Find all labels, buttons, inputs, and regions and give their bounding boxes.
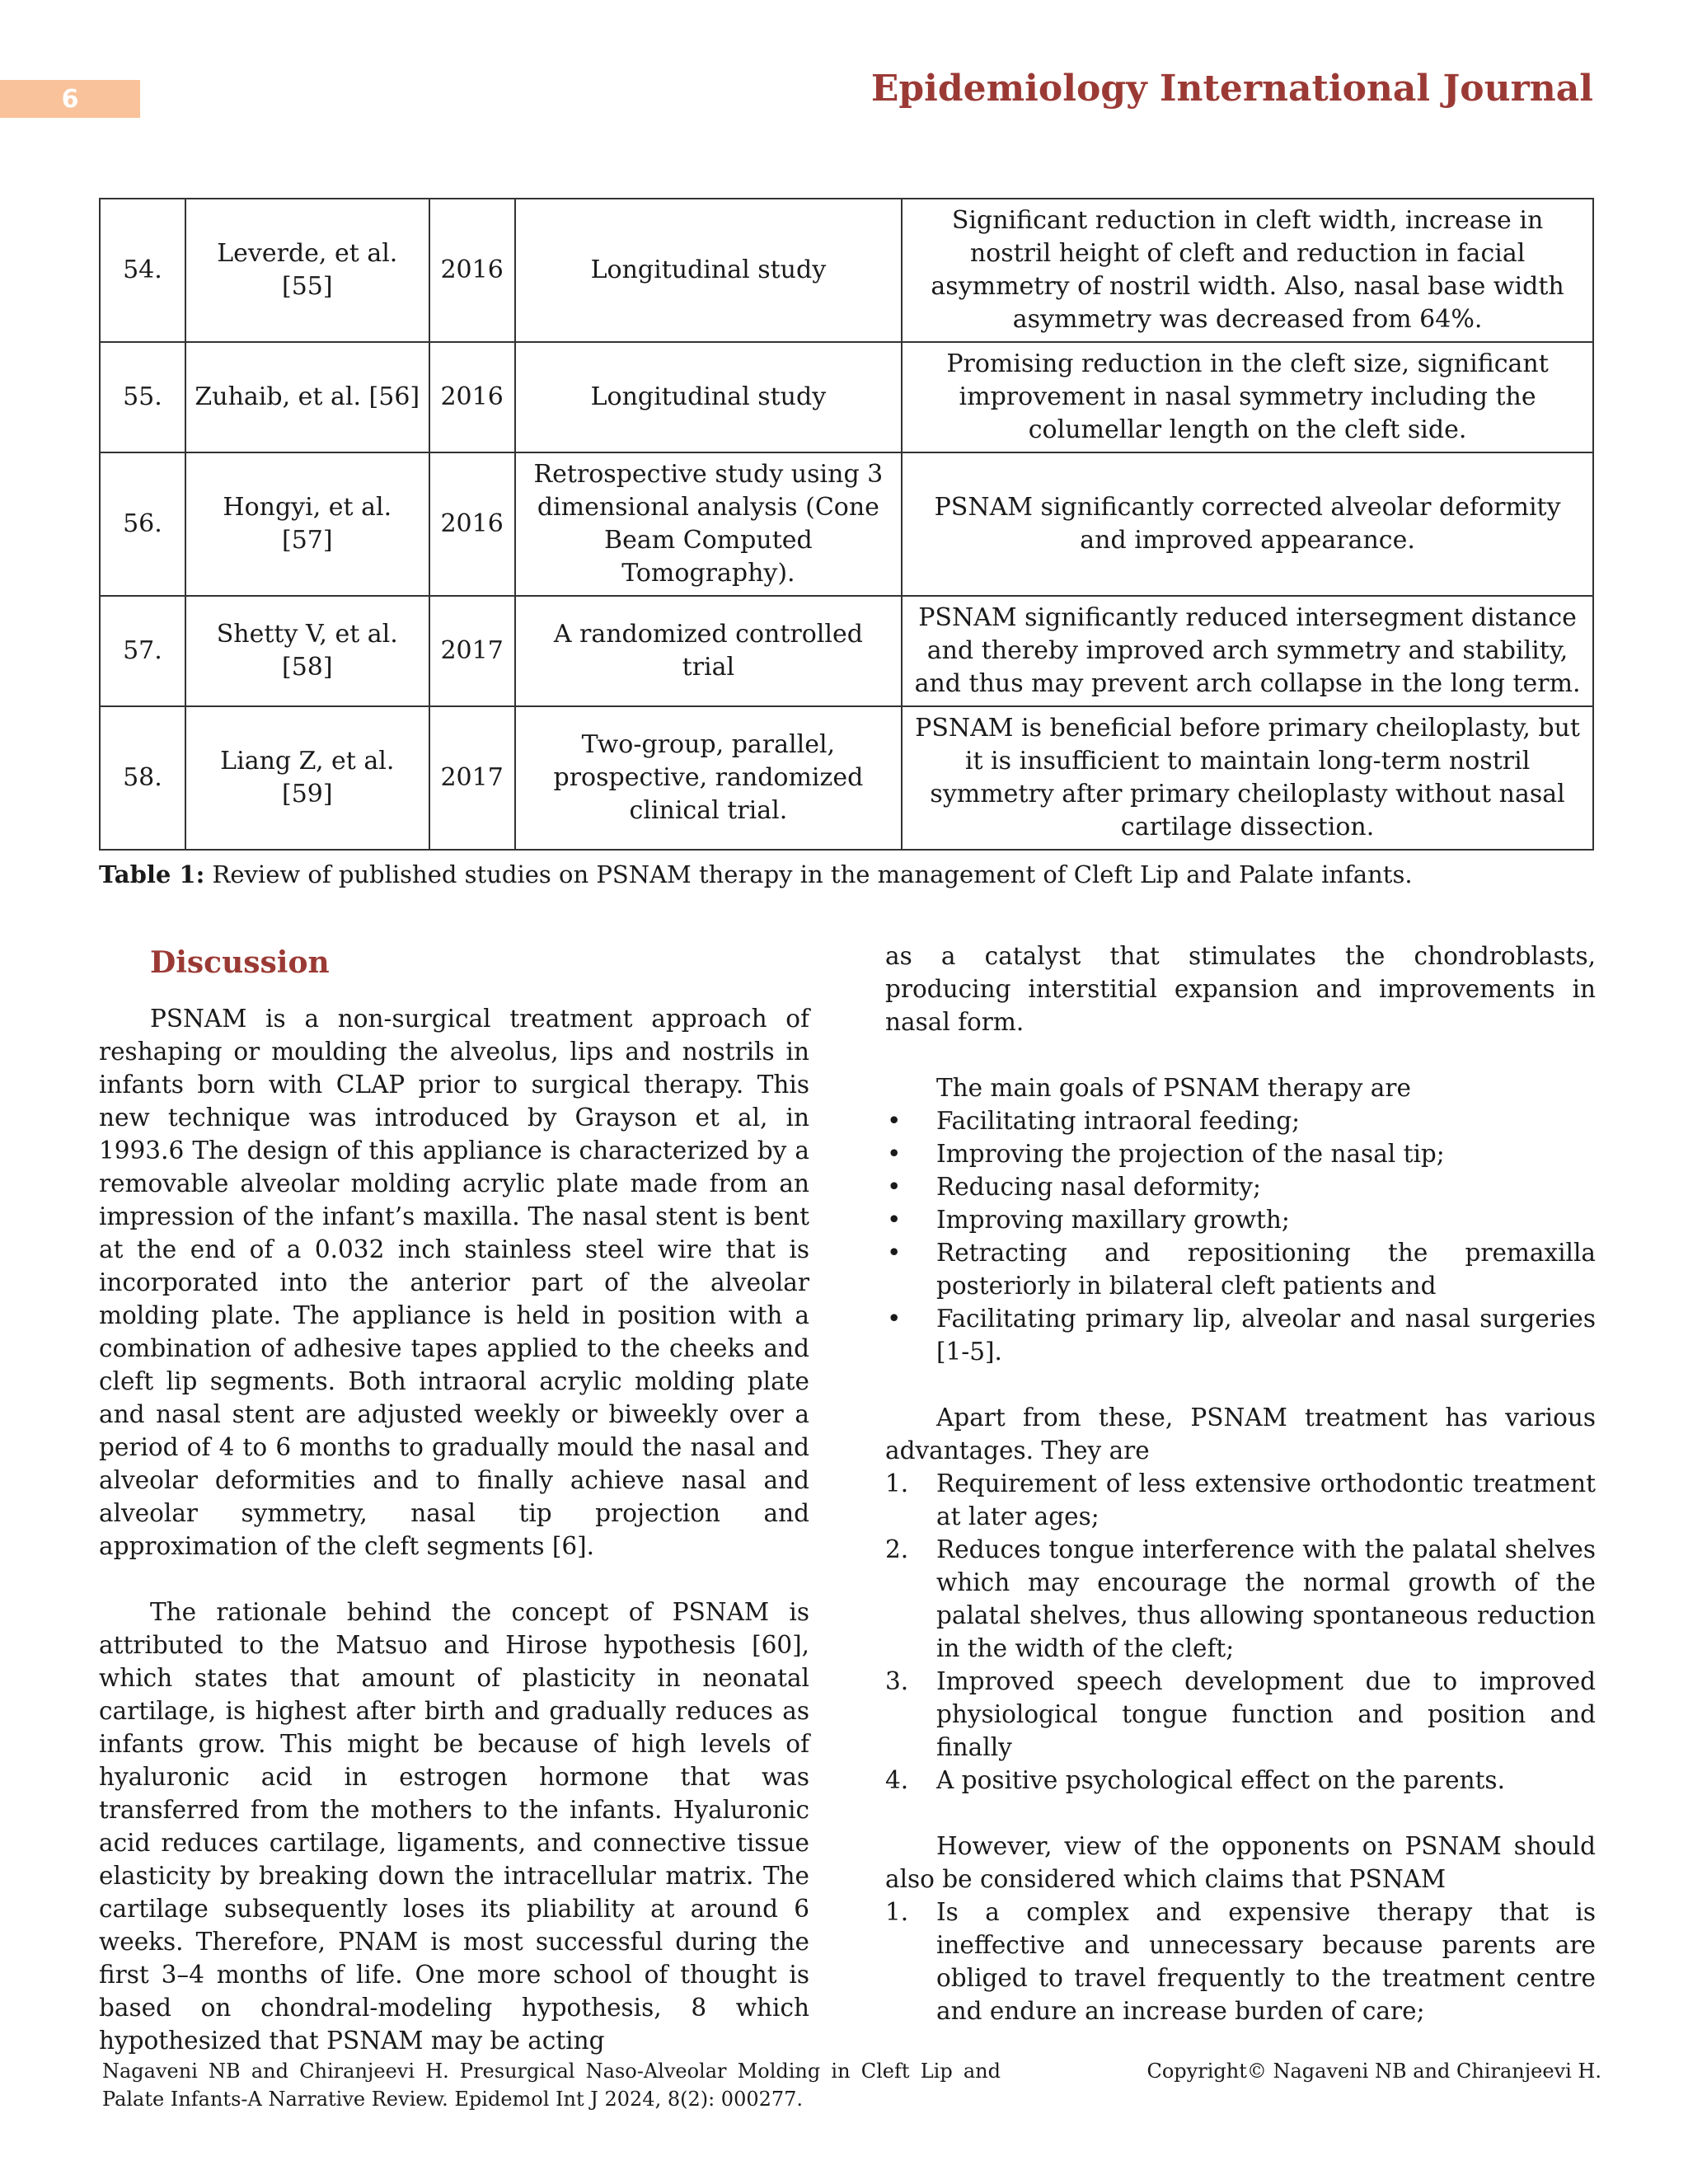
list-item: • Retracting and repositioning the premaxilla posteriorly in bilateral cleft patients and bbox=[885, 1236, 1596, 1302]
section-heading: Discussion bbox=[150, 945, 330, 980]
advantages-intro: Apart from these, PSNAM treatment has various advantages. They are bbox=[885, 1404, 1596, 1465]
footer-copyright: Copyright© Nagaveni NB and Chiranjeevi H. bbox=[1146, 2060, 1601, 2083]
footer-citation: Nagaveni NB and Chiranjeevi H. Presurgical Naso-Alveolar Molding in Cleft Lip and Palate Infants-A Narrative Review. Epidemol Int J 2024, 8(2): 000277. bbox=[102, 2060, 1001, 2111]
advantages-list bbox=[885, 1467, 1596, 1797]
row-outcome: Significant reduction in cleft width, increase in nostril height of cleft and reduction in facial asymmetry of nostril width. Also, nasal base width asymmetry was decreased from 64%. bbox=[902, 199, 1593, 342]
row-design: Longitudinal study bbox=[515, 199, 903, 342]
page-number: 6 bbox=[61, 84, 79, 114]
caption-text: Review of published studies on PSNAM therapy in the management of Cleft Lip and Palate infants. bbox=[204, 860, 1413, 888]
page-number-tab bbox=[0, 80, 140, 118]
paragraph: The rationale behind the concept of PSNAM is attributed to the Matsuo and Hirose hypothesis [60], which states that amount of plasticity in neonatal cartilage, is highest after birth and gradually reduces as infants grow. This might be because of high levels of hyaluronic acid in estrogen hormone that was transferred from the mothers to the infants. Hyaluronic acid reduces cartilage, ligaments, and connective tissue elasticity by breaking down the intracellular matrix. The cartilage subsequently loses its pliability at around 6 weeks. Therefore, PNAM is most successful during the first 3–4 months of life. One more school of thought is based on chondral-modeling hypothesis, 8 which hypothesized that PSNAM may be acting bbox=[99, 1598, 809, 2055]
caption-label: Table 1: bbox=[99, 860, 205, 888]
opponents-list bbox=[885, 1896, 1596, 2027]
list-item: • Facilitating intraoral feeding; bbox=[885, 1104, 1596, 1137]
goals-list bbox=[885, 1104, 1596, 1368]
list-item bbox=[885, 1764, 1596, 1797]
left-column bbox=[99, 940, 809, 2090]
goals-intro: The main goals of PSNAM therapy are bbox=[936, 1074, 1411, 1102]
list-text: A positive psychological effect on the parents. bbox=[936, 1766, 1505, 1794]
list-number: 3. bbox=[885, 1667, 909, 1695]
list-text: Reduces tongue interference with the palatal shelves which may encourage the normal growth of the palatal shelves, thus allowing spontaneous reduction in the width of the cleft; bbox=[936, 1535, 1596, 1662]
row-design: Longitudinal study bbox=[515, 342, 903, 452]
paragraph-continuation: as a catalyst that stimulates the chondroblasts, producing interstitial expansion and improvements in nasal form. bbox=[885, 942, 1596, 1036]
row-number: 54. bbox=[100, 199, 185, 342]
list-text: Improved speech development due to improved physiological tongue function and position and finally bbox=[936, 1667, 1596, 1761]
journal-title: Epidemiology International Journal bbox=[870, 68, 1593, 110]
row-design: Retrospective study using 3 dimensional analysis (Cone Beam Computed Tomography). bbox=[515, 452, 903, 596]
table-row bbox=[100, 342, 1593, 452]
table-row bbox=[100, 199, 1593, 342]
row-author: Hongyi, et al. [57] bbox=[185, 452, 429, 596]
row-year: 2017 bbox=[429, 706, 515, 850]
row-outcome: PSNAM significantly reduced intersegment distance and thereby improved arch symmetry and stability, and thus may prevent arch collapse in the long term. bbox=[902, 596, 1593, 706]
row-year: 2016 bbox=[429, 199, 515, 342]
table-row bbox=[100, 452, 1593, 596]
row-year: 2016 bbox=[429, 452, 515, 596]
row-year: 2016 bbox=[429, 342, 515, 452]
row-design: A randomized controlled trial bbox=[515, 596, 903, 706]
row-author: Zuhaib, et al. [56] bbox=[185, 342, 429, 452]
list-item: • Facilitating primary lip, alveolar and nasal surgeries [1-5]. bbox=[885, 1302, 1596, 1368]
table-caption bbox=[99, 860, 1413, 888]
table-row bbox=[100, 596, 1593, 706]
opponents-intro: However, view of the opponents on PSNAM should also be considered which claims that PSNAM bbox=[885, 1832, 1596, 1893]
row-author: Liang Z, et al. [59] bbox=[185, 706, 429, 850]
list-number: 2. bbox=[885, 1535, 909, 1563]
row-outcome: PSNAM significantly corrected alveolar deformity and improved appearance. bbox=[902, 452, 1593, 596]
list-item bbox=[885, 1896, 1596, 2027]
list-item: • Improving maxillary growth; bbox=[885, 1203, 1596, 1236]
row-author: Shetty V, et al. [58] bbox=[185, 596, 429, 706]
list-item: • Reducing nasal deformity; bbox=[885, 1170, 1596, 1203]
row-outcome: Promising reduction in the cleft size, significant improvement in nasal symmetry including the columellar length on the cleft side. bbox=[902, 342, 1593, 452]
list-number: 4. bbox=[885, 1766, 909, 1794]
right-column bbox=[885, 940, 1596, 2060]
row-number: 56. bbox=[100, 452, 185, 596]
row-number: 57. bbox=[100, 596, 185, 706]
paragraph: PSNAM is a non-surgical treatment approach of reshaping or moulding the alveolus, lips and nostrils in infants born with CLAP prior to surgical therapy. This new technique was introduced by Grayson et al, in 1993.6 The design of this appliance is characterized by a removable alveolar molding acrylic plate made from an impression of the infant’s maxilla. The nasal stent is bent at the end of a 0.032 inch stainless steel wire that is incorporated into the anterior part of the alveolar molding plate. The appliance is held in position with a combination of adhesive tapes applied to the cheeks and cleft lip segments. Both intraoral acrylic molding plate and nasal stent are adjusted weekly or biweekly over a period of 4 to 6 months to gradually mould the nasal and alveolar deformities and to finally achieve nasal and alveolar symmetry, nasal tip projection and approximation of the cleft segments [6]. bbox=[99, 1005, 809, 1560]
row-outcome: PSNAM is beneficial before primary cheiloplasty, but it is insufficient to maintain long-term nostril symmetry after primary cheiloplasty without nasal cartilage dissection. bbox=[902, 706, 1593, 850]
list-text: Requirement of less extensive orthodontic treatment at later ages; bbox=[936, 1469, 1596, 1530]
list-number: 1. bbox=[885, 1898, 909, 1926]
row-number: 58. bbox=[100, 706, 185, 850]
list-item bbox=[885, 1467, 1596, 1533]
list-text: Is a complex and expensive therapy that is ineffective and unnecessary because parents are obliged to travel frequently to the treatment centre and endure an increase burden of care; bbox=[936, 1898, 1596, 2025]
review-table bbox=[99, 198, 1594, 851]
list-item bbox=[885, 1665, 1596, 1764]
list-item bbox=[885, 1533, 1596, 1665]
table-row bbox=[100, 706, 1593, 850]
row-design: Two-group, parallel, prospective, randomized clinical trial. bbox=[515, 706, 903, 850]
row-number: 55. bbox=[100, 342, 185, 452]
row-author: Leverde, et al. [55] bbox=[185, 199, 429, 342]
row-year: 2017 bbox=[429, 596, 515, 706]
list-number: 1. bbox=[885, 1469, 909, 1497]
list-item: • Improving the projection of the nasal tip; bbox=[885, 1137, 1596, 1170]
